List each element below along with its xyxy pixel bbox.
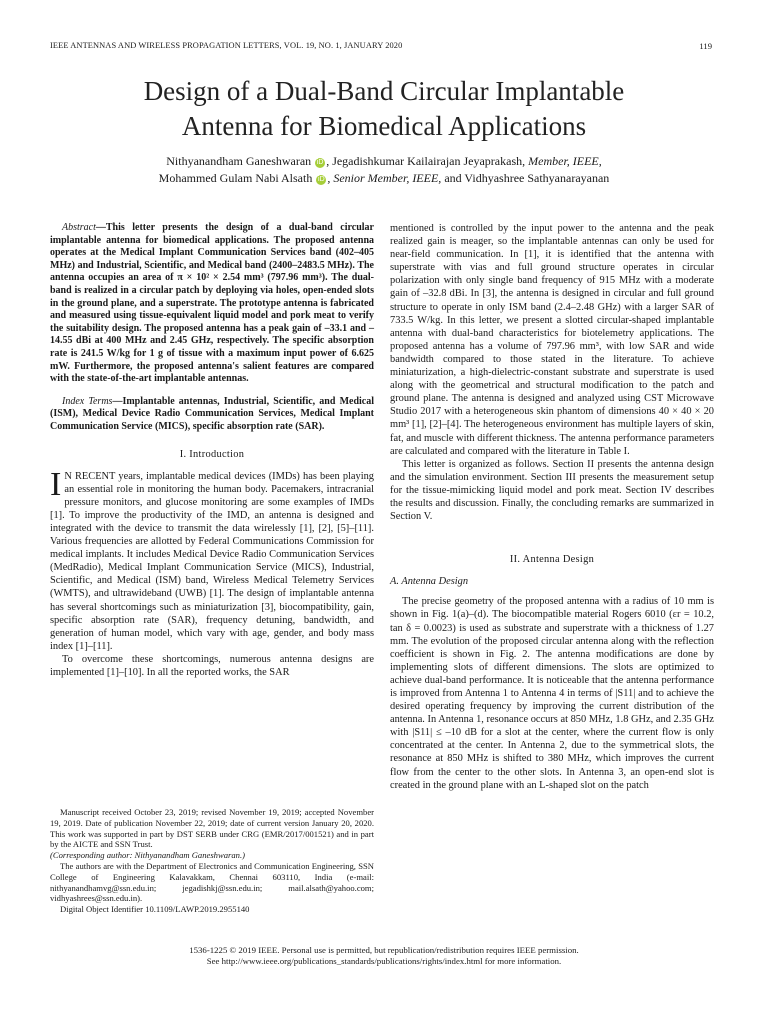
right-column	[390, 222, 714, 792]
author-line-2	[40, 170, 728, 187]
author-role: Member, IEEE,	[528, 154, 602, 168]
abstract	[50, 222, 374, 386]
running-header: IEEE ANTENNAS AND WIRELESS PROPAGATION LETTERS, VOL. 19, NO. 1, JANUARY 2020	[50, 41, 403, 50]
footnote-affiliation: The authors are with the Department of Electronics and Communication Engineering, SSN College of Engineering Kalavakkam, Chennai 603110, India (e-mail: nithyanandhamvg@ssn.edu.in; jegadishkj@ssn.edu.in; mail.alsath@yahoo.com; vidhyashrees@ssn.edu.in).	[50, 860, 374, 904]
abstract-text: —This letter presents the design of a dual-band circular implantable antenna for biomedical applications. The proposed antenna operates at the Medical Implant Communication Services band (402–405 MHz) and Industrial, Scientific, and Medical band (2400–2483.5 MHz). The antenna occupies an area of π × 10² × 2.54 mm³ (797.96 mm³). The dual-band is realized in a circular patch by deploying via holes, open-ended slots in the ground plane, and a superstrate. The prototype antenna is fabricated and measured using tissue-equivalent liquid model and pork meat to verify the suitability design. The proposed antenna has a peak gain of –33.1 and –14.55 dBi at 400 MHz and 2.45 GHz, respectively. The specific absorption rate is 241.5 W/kg for 1 g of tissue with a maximum input power of 6.625 mW. Furthermore, the proposed antenna's salient features are compared with the state-of-the-art implantable antennas.	[50, 222, 374, 385]
author-role: , Senior Member, IEEE,	[327, 171, 442, 185]
intro-text: N RECENT years, implantable medical devices (IMDs) has been playing an essential role in monitoring the human body. Pacemakers, intracranial pressure monitors, and glucose monitoring are some examples of IMDs [1]. To improve the productivity of the IMD, an antenna is designed and integrated with the device to transmit the data wirelessly [1], [2], [5]–[11]. Various frequencies are allotted by Federal Communications Commission for medical implants. It includes Medical Device Radio Communication Services (MedRadio), Medical Implant Communication Service (MICS), Industrial, Scientific, and Medical (ISM) band, Wireless Medical Telemetry Services (WMTS), and ultrawideband (UWB) [1]. The design of implantable antenna has several shortcomings such as miniaturization [3], biocompatibility, gain, specific absorption rate (SAR), frequency detuning, bandwidth, and generation of human model, which vary with age, gender, and body mass index [1]–[11].	[50, 470, 374, 652]
index-terms-label: Index Terms	[62, 395, 113, 407]
author-name: Nithyanandham Ganeshwaran	[166, 154, 312, 168]
author-name: , Jegadishkumar Kailairajan Jeyaprakash,	[326, 154, 526, 168]
index-terms	[50, 396, 374, 434]
title-line-2: Antenna for Biomedical Applications	[181, 111, 587, 141]
body-paragraph: This letter is organized as follows. Section II presents the antenna design and the simulation environment. Section III presents the measurement setup for the tissue-mimicking liquid model and pork meat. Section IV describes the results and discussion. Finally, the concluding remarks are summarized in Section V.	[390, 458, 714, 523]
author-line-1	[40, 153, 728, 170]
author-name: and Vidhyashree Sathyanarayanan	[444, 171, 610, 185]
body-paragraph: mentioned is controlled by the input power to the antenna and the peak realized gain is meager, so the implantable antennas can only be used for near-field communication. In [1], it is identified that the antenna with superstrate with vias and full ground structure operates in circular polarization with only single band frequency of 915 MHz with a moderate gain of –32.8 dBi. In [3], the antenna is designed in circular and full ground structure to operate in only ISM band (2.4–2.48 GHz) with a larger SAR of 733.5 W/kg. In this letter, we present a slotted circular-shaped implantable antenna with dual-band characteristics for biotelemetry applications. The proposed antenna has a volume of 797.96 mm³, with low SAR and wide bandwidth compared to those stated in the literature. To achieve miniaturization, a high-dielectric-constant substrate and superstrate is used along with the geometrical and structural modification to the patch and ground plane. The antenna is designed and analyzed using CST Microwave Studio 2017 with a heterogeneous skin phantom of dimensions 40 × 40 × 20 mm³ [1], [2]–[4]. The heterogeneous environment has multiple layers of skin, fat, and muscle with different thickness. The antenna performance parameters are calculated and compared with the literature in Table I.	[390, 223, 714, 457]
footnote	[50, 807, 374, 915]
paper-title	[40, 74, 728, 144]
section-heading: I. Introduction	[179, 448, 245, 460]
left-column	[50, 222, 374, 679]
drop-cap: I	[50, 465, 62, 503]
footnote-manuscript: Manuscript received October 23, 2019; revised November 19, 2019; accepted November 19, 2019. Date of publication November 22, 2019; date of current version January 20, 2020. This work was supported in part by DST SERB under CRG (EMR/2017/001521) and in part by the AICTE and SSN Trust.	[50, 807, 374, 850]
copyright-footer	[40, 945, 728, 967]
copyright-line: 1536-1225 © 2019 IEEE. Personal use is permitted, but republication/redistribution requires IEEE permission.	[189, 945, 579, 955]
orcid-icon[interactable]: iD	[318, 176, 325, 183]
footnote-corresponding: (Corresponding author: Nithyanandham Ganeshwaran.)	[50, 850, 245, 861]
title-line-1: Design of a Dual-Band Circular Implantable	[143, 76, 625, 106]
orcid-icon[interactable]: iD	[316, 159, 324, 166]
author-name: Mohammed Gulam Nabi Alsath	[158, 171, 313, 185]
body-paragraph: The precise geometry of the proposed antenna with a radius of 10 mm is shown in Fig. 1(a)–(d). The biocompatible material Rogers 6010 (εr = 10.2, tan δ = 0.0023) is used as substrate and superstrate with a thickness of 1.27 mm. The evolution of the proposed circular antenna along with the reflection coefficient is shown in Fig. 2. The antenna modifications are done by implementing slots of different dimensions. The slots are optimized to achieve dual-band performance. It is noticeable that the antenna performance is improved from Antenna 1 to Antenna 4 in terms of |S11| and to achieve the desired operating frequency by improving the current distribution of the antenna. In Antenna 1, resonance occurs at 850 MHz, 1.8 GHz, and 2.35 GHz with |S11| ≤ –10 dB for a slot at the center, where the current flow is only concentrated at the center. In Antenna 2, due to the symmetrical slots, the resonance at 850 MHz is shifted to 380 MHz, which improves the current flow from the center to the other slots. In Antenna 3, an open-end slot is created in the ground plane with an L-shaped slot on the patch	[390, 596, 714, 791]
rights-link-line[interactable]: See http://www.ieee.org/publications_standards/publications/rights/index.html for more information.	[206, 956, 562, 966]
index-terms-text: —Implantable antennas, Industrial, Scientific, and Medical (ISM), Medical Device Radio Communication Services, Medical Implant Communication Service (MICS), specific absorption rate (SAR).	[50, 395, 374, 432]
abstract-label: Abstract	[62, 222, 96, 233]
footnote-doi: Digital Object Identifier 10.1109/LAWP.2019.2955140	[60, 904, 250, 915]
intro-paragraph	[50, 465, 374, 653]
section-heading: II. Antenna Design	[509, 554, 595, 566]
subsection-heading: A. Antenna Design	[390, 576, 469, 588]
author-list	[40, 153, 728, 187]
intro-paragraph-2: To overcome these shortcomings, numerous antenna designs are implemented [1]–[10]. In all the reported works, the SAR	[50, 653, 374, 678]
page-number: 119	[699, 41, 712, 51]
